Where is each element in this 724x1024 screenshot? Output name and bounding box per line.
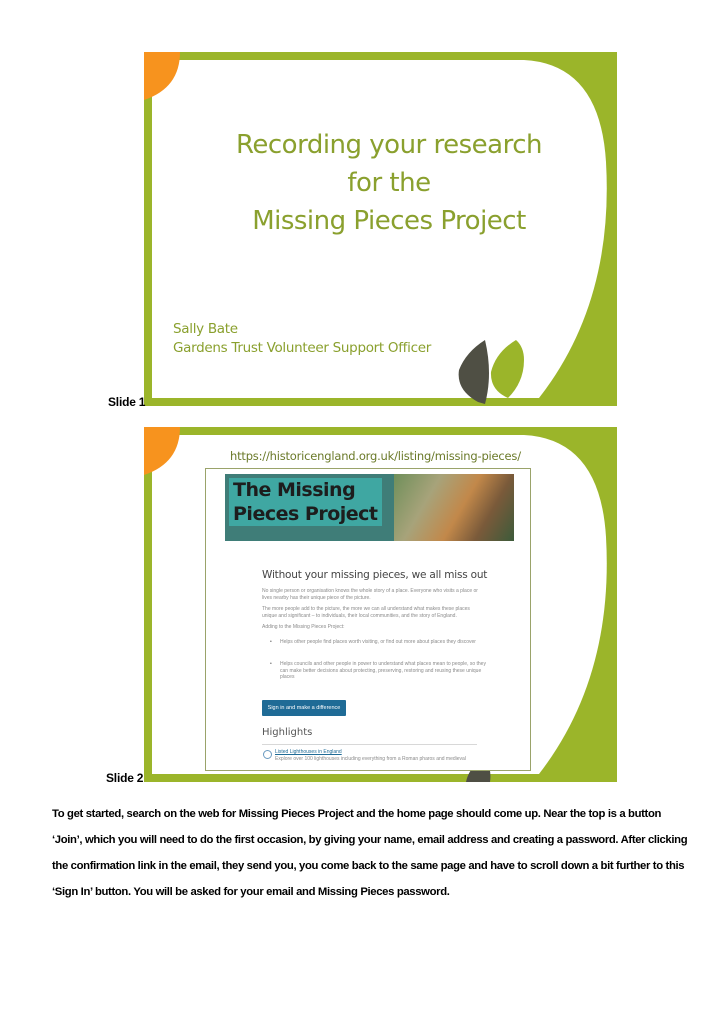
slide-1-title-line-3: Missing Pieces Project: [252, 206, 526, 236]
instructions-paragraph: To get started, search on the web for Missing Pieces Project and the home page should come up. Near the top is a button ‘Join’, which you will need to do the first occasion, by giving your name, email address and creating a password. After clicking the confirmation link in the email, they send you, you come back to the same page and have to scroll down a bit further to this ‘Sign In’ button. You will be asked for your email and Missing Pieces password.: [52, 808, 688, 898]
slide-1-author: [173, 320, 431, 358]
highlight-link[interactable]: Listed Lighthouses in England: [275, 749, 342, 755]
slide-1-title: [224, 126, 554, 240]
hero-title-line-2: Pieces Project: [233, 503, 378, 525]
highlight-description: Explore over 100 lighthouses including everything from a Roman pharos and medieval: [275, 756, 466, 762]
hero-banner: [225, 474, 514, 541]
highlights-divider: [262, 744, 477, 745]
page-heading: Without your missing pieces, we all miss out: [262, 569, 488, 581]
slide-2-url: https://historicengland.org.uk/listing/missing-pieces/: [230, 449, 521, 463]
slide-2-label: Slide 2: [106, 771, 144, 785]
slide-1-label: Slide 1: [108, 395, 146, 409]
lighthouse-icon: [263, 750, 272, 759]
website-screenshot: [205, 468, 531, 771]
list-item: • Helps other people find places worth visiting, or find out more about places they discover: [270, 639, 490, 646]
author-name: Sally Bate: [173, 321, 238, 337]
hero-photo: [394, 474, 514, 541]
slide-1-title-line-1: Recording your research: [235, 130, 542, 160]
hero-title-line-1: The Missing: [233, 479, 356, 501]
list-item: • Helps councils and other people in power to understand what places mean to people, so they can make better decisions about protecting, preserving, restoring and reusing these unique places: [270, 661, 490, 681]
slide-1-title-line-2: for the: [347, 168, 431, 198]
intro-paragraph-1: No single person or organisation knows the whole story of a place. Everyone who visits a place or lives nearby has their unique piece of the picture.: [262, 588, 478, 601]
intro-paragraph-3: Adding to the Missing Pieces Project:: [262, 624, 345, 630]
slide-2: [144, 427, 617, 782]
sign-in-button[interactable]: Sign in and make a difference: [262, 700, 346, 716]
highlights-heading: Highlights: [262, 727, 313, 738]
intro-paragraph-2: The more people add to the picture, the more we can all understand what makes these places unique and significant – to individuals, their local communities, and the story of England.: [262, 606, 470, 619]
author-role: Gardens Trust Volunteer Support Officer: [173, 340, 431, 356]
slide-1: [144, 52, 617, 406]
hero-title: [229, 478, 382, 526]
